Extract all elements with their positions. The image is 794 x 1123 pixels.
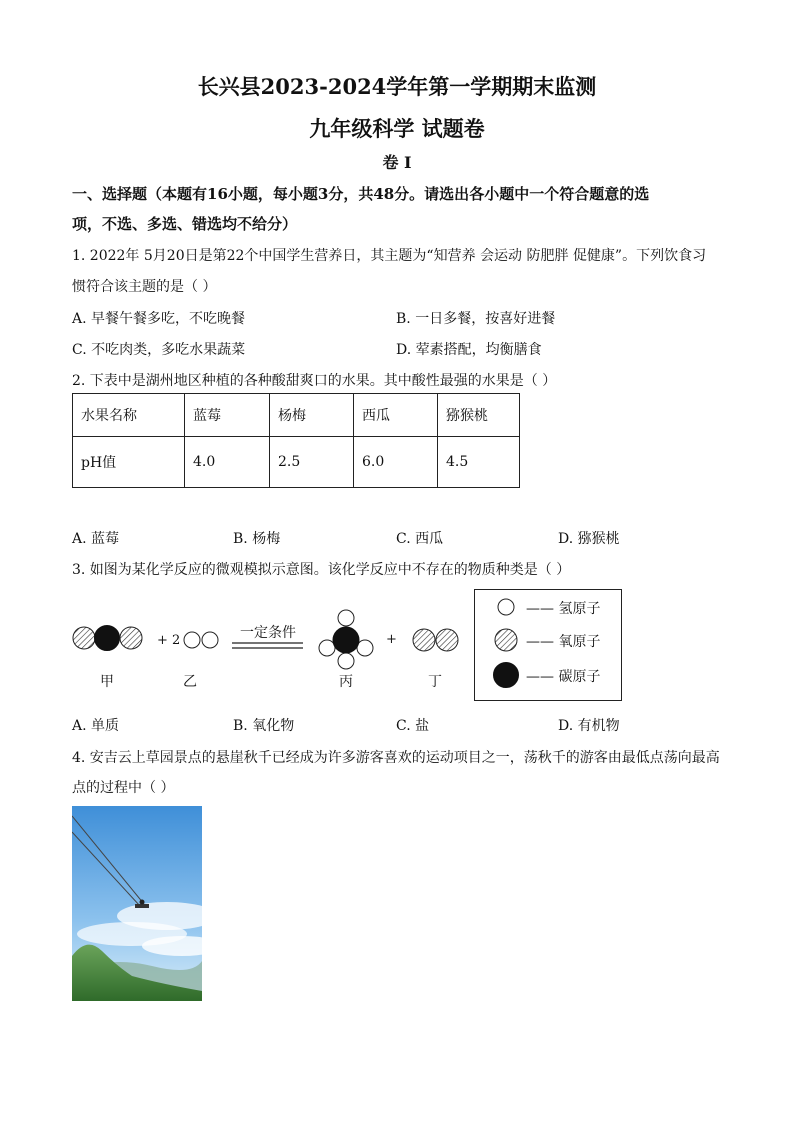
molecule-bing bbox=[319, 610, 373, 669]
exam-subtitle: 九年级科学 试题卷 bbox=[309, 116, 485, 141]
q1-stem-line2: 惯符合该主题的是（ ） bbox=[72, 279, 217, 295]
legend-carbon: —— 碳原子 bbox=[526, 669, 601, 685]
table-header-cell: 杨梅 bbox=[270, 394, 354, 437]
q2-stem: 2. 下表中是湖州地区种植的各种酸甜爽口的水果。其中酸性最强的水果是（ ） bbox=[72, 373, 557, 389]
reaction-arrow bbox=[232, 643, 303, 648]
q1-stem-line1: 1. 2022年 5月20日是第22个中国学生营养日，其主题为“知营养 会运动 防肥胖 促健康”。下列饮食习 bbox=[72, 248, 707, 264]
q3-stem: 3. 如图为某化学反应的微观模拟示意图。该化学反应中不存在的物质种类是（ ） bbox=[72, 562, 571, 578]
table-cell: 6.0 bbox=[354, 437, 438, 488]
table-header-cell: 猕猴桃 bbox=[438, 394, 520, 437]
coefficient-label: + 2 bbox=[157, 633, 181, 648]
molecule-ding bbox=[413, 629, 458, 651]
molecule-jia bbox=[73, 626, 142, 651]
reaction-condition: 一定条件 bbox=[240, 625, 296, 641]
molecule-yi bbox=[184, 632, 218, 648]
table-header-cell: 蓝莓 bbox=[185, 394, 270, 437]
q1-option-b: B. 一日多餐，按喜好进餐 bbox=[396, 311, 556, 327]
exam-title: 长兴县2023-2024学年第一学期期末监测 bbox=[197, 74, 597, 99]
label-jia: 甲 bbox=[100, 674, 114, 690]
q2-option-d: D. 猕猴桃 bbox=[558, 531, 620, 547]
section-heading-line2: 项，不选、多选、错选均不给分） bbox=[72, 215, 298, 233]
q2-option-a: A. 蓝莓 bbox=[72, 531, 120, 547]
section-heading-line1: 一、选择题（本题有16小题，每小题3分，共48分。请选出各小题中一个符合题意的选 bbox=[72, 185, 650, 203]
table-header-cell: 水果名称 bbox=[73, 394, 185, 437]
q1-option-a: A. 早餐午餐多吃，不吃晚餐 bbox=[72, 311, 246, 327]
legend-oxygen: —— 氧原子 bbox=[526, 634, 601, 650]
q3-option-d: D. 有机物 bbox=[558, 718, 620, 734]
label-yi: 乙 bbox=[183, 674, 197, 690]
table-cell: 4.0 bbox=[185, 437, 270, 488]
volume-label: 卷 I bbox=[382, 153, 412, 172]
table-cell: 4.5 bbox=[438, 437, 520, 488]
table-cell: 2.5 bbox=[270, 437, 354, 488]
cliff-swing-photo bbox=[72, 806, 202, 1001]
label-ding: 丁 bbox=[428, 674, 442, 690]
label-bing: 丙 bbox=[339, 674, 353, 690]
plus-sign: + bbox=[386, 632, 397, 647]
q1-option-c: C. 不吃肉类，多吃水果蔬菜 bbox=[72, 342, 246, 358]
table-header-cell: 西瓜 bbox=[354, 394, 438, 437]
q4-stem-line2: 点的过程中（ ） bbox=[72, 780, 175, 796]
q3-option-a: A. 单质 bbox=[72, 718, 120, 734]
q2-option-c: C. 西瓜 bbox=[396, 531, 444, 547]
table-row-label: pH值 bbox=[73, 437, 185, 488]
q3-option-c: C. 盐 bbox=[396, 718, 430, 734]
q4-stem-line1: 4. 安吉云上草园景点的悬崖秋千已经成为许多游客喜欢的运动项目之一，荡秋千的游客由最低点荡向最高 bbox=[72, 750, 720, 766]
q3-option-b: B. 氧化物 bbox=[233, 718, 295, 734]
legend-hydrogen: —— 氢原子 bbox=[526, 601, 601, 617]
q2-option-b: B. 杨梅 bbox=[233, 531, 281, 547]
q1-option-d: D. 荤素搭配，均衡膳食 bbox=[396, 342, 542, 358]
